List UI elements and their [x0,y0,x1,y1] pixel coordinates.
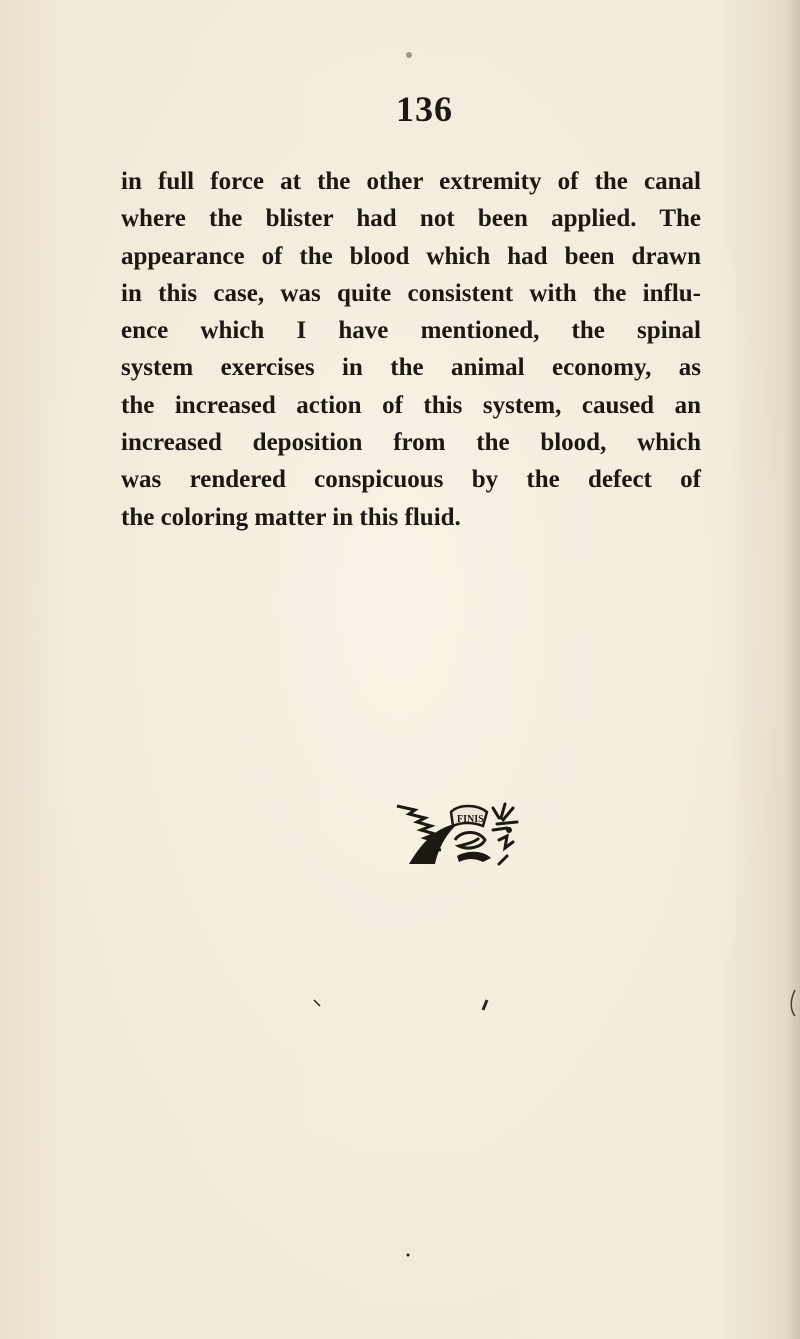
text-line: increased deposition from the blood, which [121,429,701,457]
text-line: system exercises in the animal economy, as [121,354,701,382]
text-line: in full force at the other extremity of the canal [121,168,701,195]
text-line: in this case, was quite consistent with the influ- [121,279,701,307]
text-line: the coloring matter in this fluid. [121,503,461,531]
text-line: the increased action of this system, caused an [121,391,701,419]
text-line: was rendered conspicuous by the defect of [121,466,701,494]
paper-speck [407,1254,410,1257]
paper-speck [406,52,412,58]
text-line: appearance of the blood which had been drawn [121,242,701,270]
text-line: ence which I have mentioned, the spinal [121,317,701,345]
paper-speck [483,1000,487,1010]
text-line: where the blister had not been applied. The [121,205,701,233]
paper-speck [314,1000,320,1006]
paper-speck [791,990,795,1016]
ornament-banner-text: FINIS [457,814,484,825]
page-number: 136 [396,89,453,129]
